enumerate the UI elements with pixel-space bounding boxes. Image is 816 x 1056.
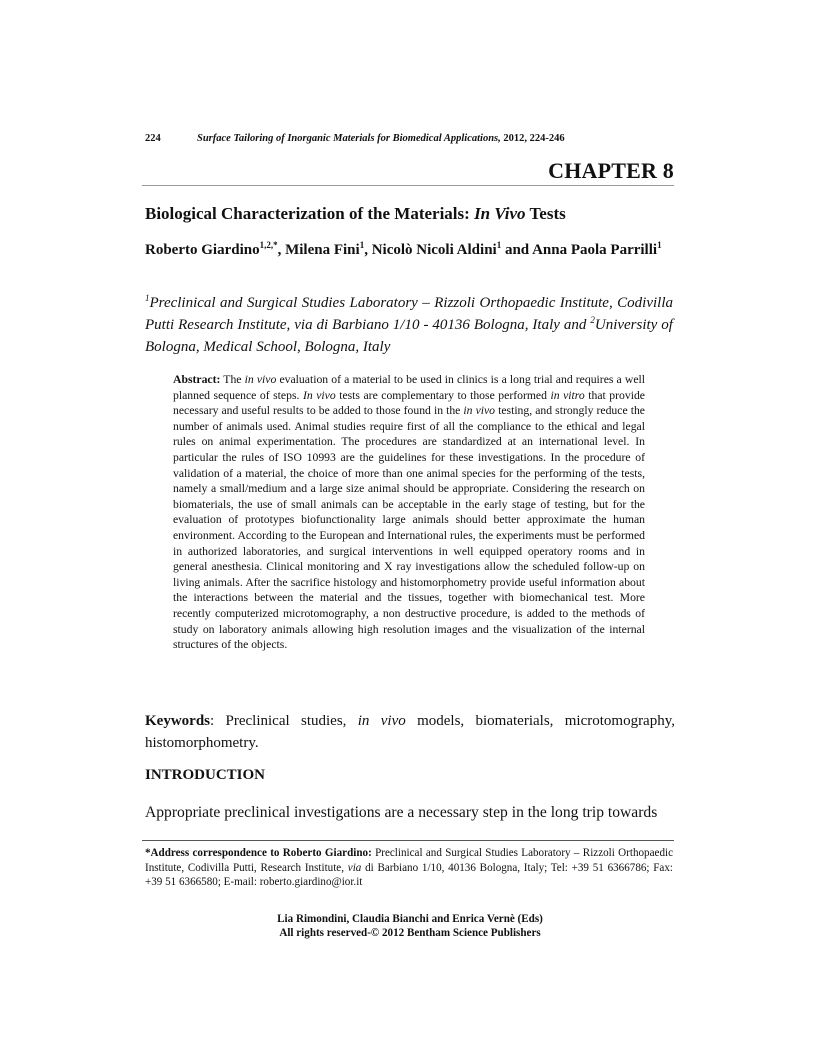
abstract-text: tests are complementary to those performed [335, 388, 551, 402]
abstract-italic: In vivo [302, 388, 336, 402]
keywords-label: Keywords [145, 713, 210, 729]
section-heading: INTRODUCTION [145, 767, 266, 783]
affiliation-text: Preclinical and Surgical Studies Laboratory – Rizzoli Orthopaedic Institute, Codivilla Putti Research Institute, via di Barbiano 1/10 - 40136 Bologna, Italy and [145, 295, 673, 333]
keywords [145, 710, 675, 754]
footnote-text: Preclinical and Surgical Studies Laboratory – Rizzoli Orthopaedic Institute, Codivilla Putti, Research Institute, [145, 847, 673, 874]
keywords-italic: in vivo [357, 713, 406, 729]
abstract-italic: in vivo [463, 404, 496, 418]
author-affiliation-mark: 1 [657, 240, 662, 250]
abstract-label: Abstract: [173, 373, 221, 386]
author-separator: , [277, 242, 286, 258]
affiliation-mark: 2 [590, 315, 595, 325]
author-list [145, 240, 673, 260]
abstract-italic: in vitro [550, 388, 585, 402]
abstract-text: The [220, 373, 245, 386]
author-name: Milena Fini [285, 242, 360, 258]
editors-line: Lia Rimondini, Claudia Bianchi and Enrica Vernè (Eds) [277, 913, 543, 925]
introduction-paragraph: Appropriate preclinical investigations are a necessary step in the long trip towards [145, 804, 658, 821]
author-affiliation-mark: 1 [359, 240, 365, 250]
abstract-italic: in vivo [244, 373, 277, 386]
correspondence-footnote [145, 846, 673, 890]
keywords-text: : Preclinical studies, [210, 713, 358, 729]
author-name: Roberto Giardino [145, 242, 260, 258]
abstract-text: evaluation of a material to be used in clinics is a long trial and requires a well planned sequence of steps. [173, 373, 646, 402]
title-main: Biological Characterization of the Materials: [145, 204, 475, 223]
title-end: Tests [525, 204, 566, 223]
journal-title: Surface Tailoring of Inorganic Materials for Biomedical Applications, [197, 133, 501, 144]
chapter-divider [142, 185, 674, 186]
footnote-divider [142, 840, 674, 841]
abstract-text: that provide necessary and useful results to be added to those found in the [173, 388, 645, 418]
author-affiliation-mark: 1,2,* [259, 240, 278, 250]
chapter-label: CHAPTER 8 [548, 158, 674, 183]
abstract [173, 372, 645, 653]
running-header [145, 133, 675, 144]
affiliations [145, 292, 673, 358]
author-name: Anna Paola Parrilli [532, 242, 658, 258]
paper-title [145, 204, 675, 224]
journal-citation: 2012, 224-246 [500, 133, 565, 144]
footnote-label: *Address correspondence to Roberto Giardino: [145, 847, 372, 859]
rights-line: All rights reserved-© 2012 Bentham Science Publishers [279, 927, 541, 939]
footnote-text: di Barbiano 1/10, 40136 Bologna, Italy; Tel: +39 51 6366786; Fax: +39 51 6366580; E-mail: roberto.giardino@ior.it [145, 861, 673, 888]
author-name: Nicolò Nicoli Aldini [371, 242, 497, 258]
keywords-text: models, biomaterials, microtomography, histomorphometry. [145, 713, 675, 751]
title-italic: In Vivo [474, 204, 526, 223]
author-separator: , [364, 242, 372, 258]
affiliation-text: University of Bologna, Medical School, Bologna, Italy [145, 317, 673, 355]
abstract-text: testing, and strongly reduce the number of animals used. Animal studies require first of all the compliance to the ethical and legal rules on animal experimentation. The procedures are standardized at an international level. In particular the rules of ISO 10993 are the guidelines for these investigations. In the procedure of validation of a material, the choice of more than one animal species for the performing of the tests, namely a small/medium and a large size animal should be appropriate. Considering the research on biomaterials, the use of small animals can be acceptable in the early stage of testing, but for the evaluation of prototypes biofunctionality large animals should better approximate the human environment. According to the European and International rules, the experiments must be performed in authorized laboratories, and surgical interventions in well equipped operatory rooms and in general anesthesia. Clinical monitoring and X ray investigations allow the scheduled follow-up on living animals. After the sacrifice histology and histomorphometry provide useful information about the interactions between the material and the tissues, together with biomechanical test. More recently computerized microtomography, a non destructive procedure, is added to the methods of study on laboratory animals allowing high resolution images and the visualization of the internal structures of the objects. [173, 404, 645, 652]
page-number: 224 [145, 133, 161, 144]
affiliation-mark: 1 [145, 293, 150, 303]
publisher-info [145, 912, 675, 940]
author-affiliation-mark: 1 [496, 240, 502, 250]
footnote-italic: via [347, 861, 362, 874]
author-separator: and [501, 242, 533, 258]
